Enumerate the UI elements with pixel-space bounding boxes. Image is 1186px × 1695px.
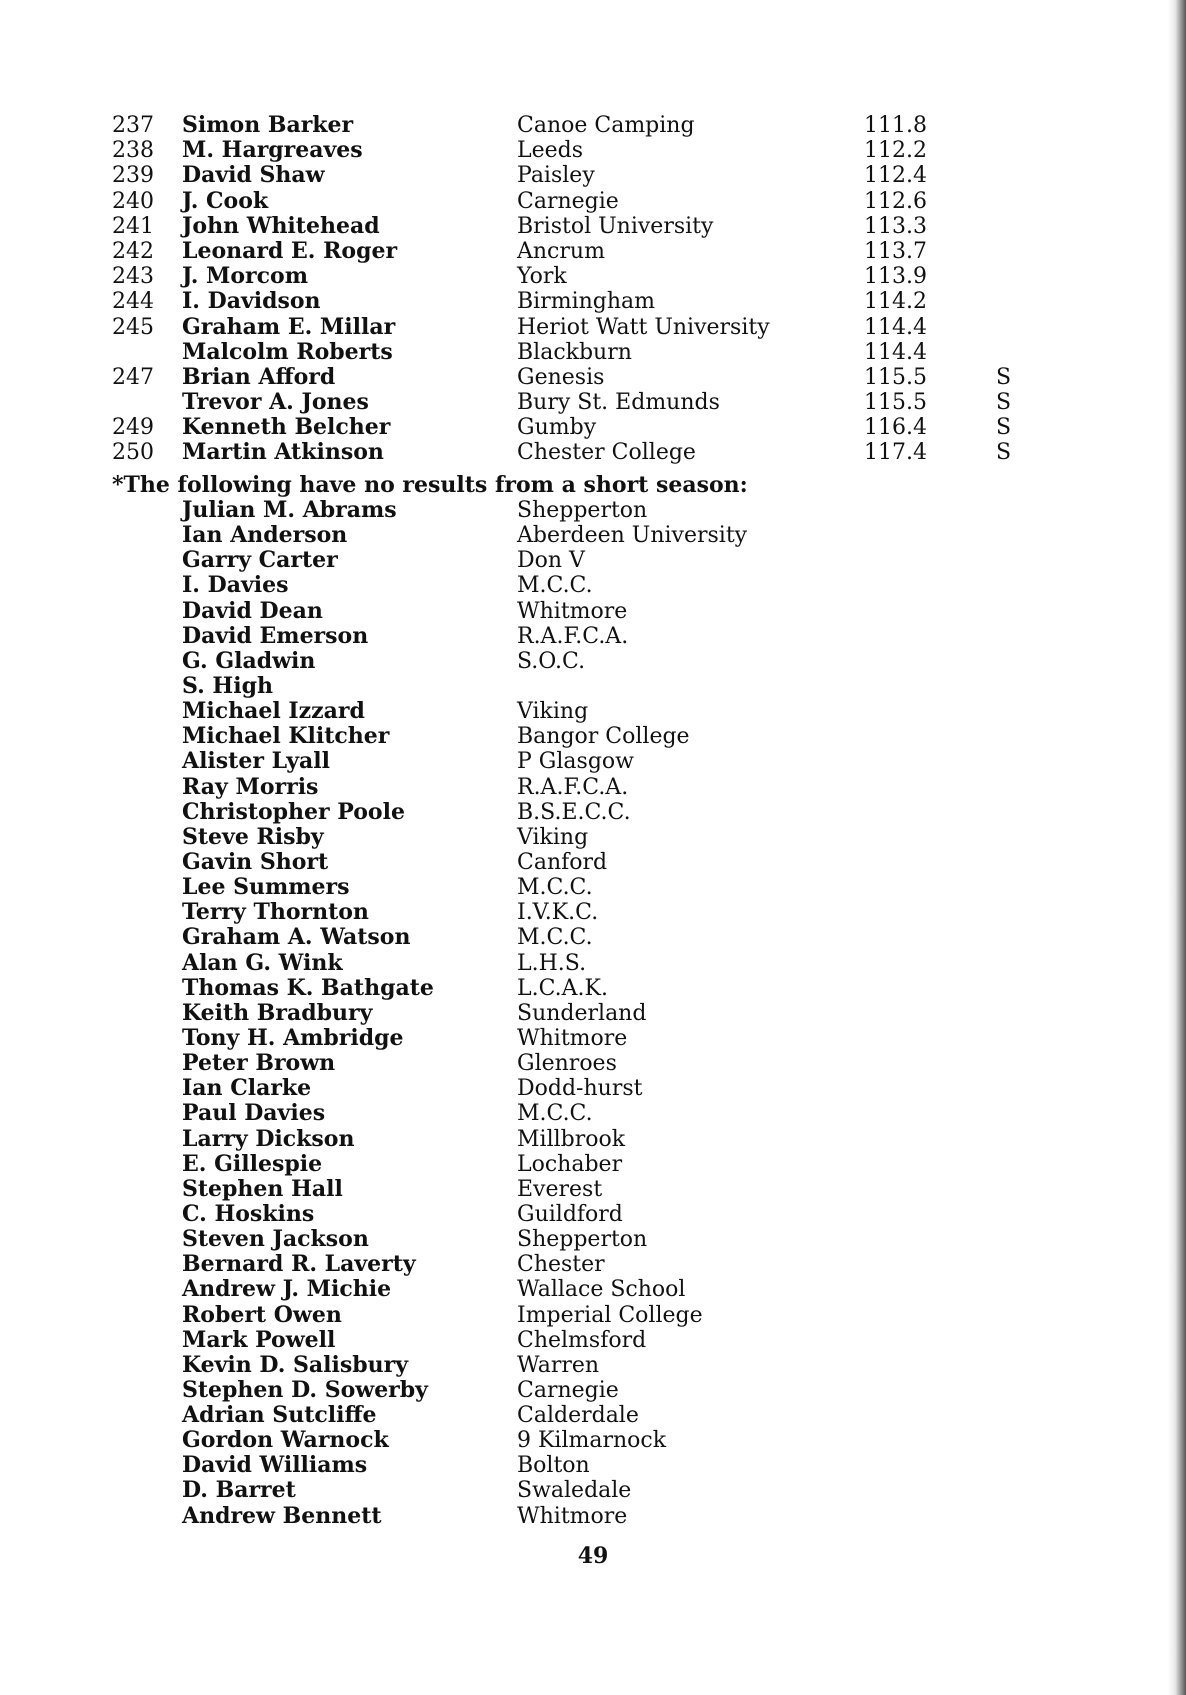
paddler-name: C. Hoskins <box>182 1200 315 1227</box>
club-name: Warren <box>517 1352 600 1378</box>
score-value: 111.8 <box>864 113 927 138</box>
club-name: I.V.K.C. <box>517 900 599 926</box>
rank-number: 250 <box>112 440 154 466</box>
paddler-name: Stephen D. Sowerby <box>182 1376 428 1403</box>
club-name: Sunderland <box>517 1000 647 1026</box>
club-name: Chester College <box>517 440 696 466</box>
paddler-name: Malcolm Roberts <box>182 338 393 365</box>
paddler-name: Larry Dickson <box>182 1125 355 1152</box>
club-name: Genesis <box>517 364 605 390</box>
score-value: 114.4 <box>864 314 927 340</box>
paddler-name: Alister Lyall <box>182 748 331 775</box>
club-name: Birmingham <box>517 289 656 315</box>
club-name: Canford <box>517 849 608 875</box>
paddler-name: Michael Klitcher <box>182 723 390 750</box>
paddler-name: Kenneth Belcher <box>182 414 391 441</box>
rank-number: 244 <box>112 289 154 315</box>
page-number: 49 <box>577 1543 609 1569</box>
paddler-name: Peter Brown <box>182 1050 336 1077</box>
club-name: R.A.F.C.A. <box>517 774 629 800</box>
paddler-name: E. Gillespie <box>182 1150 323 1177</box>
paddler-name: Lee Summers <box>182 874 350 901</box>
paddler-name: Adrian Sutcliffe <box>182 1402 377 1429</box>
club-name: Whitmore <box>517 598 628 624</box>
paddler-name: Steven Jackson <box>182 1226 369 1253</box>
rank-number: 240 <box>112 188 154 214</box>
page-edge-shadow <box>1168 0 1186 1695</box>
paddler-name: Ian Anderson <box>182 522 348 549</box>
club-name: Don V <box>517 548 585 574</box>
paddler-name: S. High <box>182 672 273 699</box>
status-flag: S <box>996 440 1012 466</box>
paddler-name: Garry Carter <box>182 547 338 574</box>
paddler-name: David Williams <box>182 1452 368 1479</box>
club-name: Bristol University <box>517 213 714 239</box>
score-value: 112.4 <box>864 163 927 189</box>
paddler-name: John Whitehead <box>182 212 380 239</box>
paddler-name: Gordon Warnock <box>182 1427 389 1454</box>
club-name: L.H.S. <box>517 950 587 976</box>
paddler-name: I. Davidson <box>182 288 321 315</box>
status-flag: S <box>996 364 1012 390</box>
rank-number: 237 <box>112 113 154 138</box>
score-value: 116.4 <box>864 415 927 441</box>
score-value: 114.4 <box>864 339 927 365</box>
club-name: Viking <box>517 699 589 725</box>
paddler-name: Brian Afford <box>182 363 336 390</box>
club-name: Bury St. Edmunds <box>517 390 720 416</box>
paddler-name: Trevor A. Jones <box>182 389 369 416</box>
paddler-name: Andrew Bennett <box>182 1502 382 1529</box>
club-name: Blackburn <box>517 339 632 365</box>
club-name: M.C.C. <box>517 1101 593 1127</box>
club-name: Wallace School <box>517 1277 686 1303</box>
club-name: Carnegie <box>517 1377 619 1403</box>
paddler-name: G. Gladwin <box>182 647 316 674</box>
short-season-note: *The following have no results from a short season: <box>112 472 748 498</box>
club-name: 9 Kilmarnock <box>517 1428 667 1454</box>
rank-number: 239 <box>112 163 154 189</box>
rank-number: 238 <box>112 138 154 164</box>
score-value: 113.3 <box>864 213 927 239</box>
club-name: Calderdale <box>517 1403 639 1429</box>
rank-number: 245 <box>112 314 154 340</box>
club-name: Whitmore <box>517 1025 628 1051</box>
club-name: Millbrook <box>517 1126 626 1152</box>
paddler-name: J. Cook <box>182 187 269 214</box>
score-value: 114.2 <box>864 289 927 315</box>
rank-number: 243 <box>112 264 154 290</box>
rank-number: 249 <box>112 415 154 441</box>
paddler-name: Thomas K. Bathgate <box>182 974 434 1001</box>
score-value: 112.2 <box>864 138 927 164</box>
paddler-name: Michael Izzard <box>182 698 365 725</box>
paddler-name: Ray Morris <box>182 773 319 800</box>
club-name: Shepperton <box>517 1227 648 1253</box>
club-name: Guildford <box>517 1201 623 1227</box>
club-name: Viking <box>517 824 589 850</box>
paddler-name: M. Hargreaves <box>182 137 363 164</box>
paddler-name: Julian M. Abrams <box>182 497 397 523</box>
paddler-name: Kevin D. Salisbury <box>182 1351 409 1378</box>
club-name: M.C.C. <box>517 573 593 599</box>
status-flag: S <box>996 390 1012 416</box>
club-name: Chester <box>517 1252 605 1278</box>
paddler-name: Paul Davies <box>182 1100 326 1127</box>
status-flag: S <box>996 415 1012 441</box>
paddler-name: Alan G. Wink <box>182 949 343 976</box>
club-name: S.O.C. <box>517 648 586 674</box>
club-name: York <box>517 264 567 290</box>
club-name: Carnegie <box>517 188 619 214</box>
paddler-name: Andrew J. Michie <box>182 1276 392 1303</box>
score-value: 115.5 <box>864 364 927 390</box>
paddler-name: David Emerson <box>182 622 369 649</box>
paddler-name: David Shaw <box>182 162 325 189</box>
score-value: 113.7 <box>864 238 927 264</box>
paddler-name: Martin Atkinson <box>182 439 384 466</box>
rank-number: 241 <box>112 213 154 239</box>
rank-number: 242 <box>112 238 154 264</box>
club-name: Canoe Camping <box>517 113 695 138</box>
paddler-name: Tony H. Ambridge <box>182 1024 404 1051</box>
paddler-name: Stephen Hall <box>182 1175 343 1202</box>
club-name: Dodd-hurst <box>517 1076 643 1102</box>
paddler-name: J. Morcom <box>182 263 308 290</box>
paddler-name: Simon Barker <box>182 112 354 138</box>
paddler-name: I. Davies <box>182 572 289 599</box>
club-name: Swaledale <box>517 1478 632 1504</box>
paddler-name: Terry Thornton <box>182 899 369 926</box>
paddler-name: Steve Risby <box>182 823 324 850</box>
club-name: Aberdeen University <box>517 523 748 549</box>
score-value: 117.4 <box>864 440 927 466</box>
club-name: L.C.A.K. <box>517 975 608 1001</box>
club-name: M.C.C. <box>517 925 593 951</box>
paddler-name: Christopher Poole <box>182 798 405 825</box>
club-name: Imperial College <box>517 1302 703 1328</box>
club-name: Bangor College <box>517 724 690 750</box>
club-name: Everest <box>517 1176 603 1202</box>
club-name: P Glasgow <box>517 749 634 775</box>
paddler-name: Graham E. Millar <box>182 313 396 340</box>
paddler-name: Keith Bradbury <box>182 999 373 1026</box>
score-value: 113.9 <box>864 264 927 290</box>
club-name: Paisley <box>517 163 595 189</box>
club-name: Gumby <box>517 415 597 441</box>
paddler-name: Bernard R. Laverty <box>182 1251 416 1278</box>
club-name: Bolton <box>517 1453 590 1479</box>
club-name: B.S.E.C.C. <box>517 799 631 825</box>
score-value: 115.5 <box>864 390 927 416</box>
paddler-name: Graham A. Watson <box>182 924 411 951</box>
club-name: Ancrum <box>517 238 605 264</box>
paddler-name: Gavin Short <box>182 848 329 875</box>
club-name: Whitmore <box>517 1503 628 1529</box>
paddler-name: D. Barret <box>182 1477 296 1504</box>
club-name: Chelmsford <box>517 1327 647 1353</box>
club-name: R.A.F.C.A. <box>517 623 629 649</box>
club-name: Glenroes <box>517 1051 617 1077</box>
club-name: Leeds <box>517 138 584 164</box>
paddler-name: Leonard E. Roger <box>182 237 398 264</box>
rank-number: 247 <box>112 364 154 390</box>
club-name: Heriot Watt University <box>517 314 770 340</box>
score-value: 112.6 <box>864 188 927 214</box>
club-name: Shepperton <box>517 498 648 523</box>
paddler-name: David Dean <box>182 597 323 624</box>
paddler-name: Ian Clarke <box>182 1075 312 1102</box>
club-name: M.C.C. <box>517 875 593 901</box>
paddler-name: Robert Owen <box>182 1301 342 1328</box>
club-name: Lochaber <box>517 1151 623 1177</box>
paddler-name: Mark Powell <box>182 1326 336 1353</box>
